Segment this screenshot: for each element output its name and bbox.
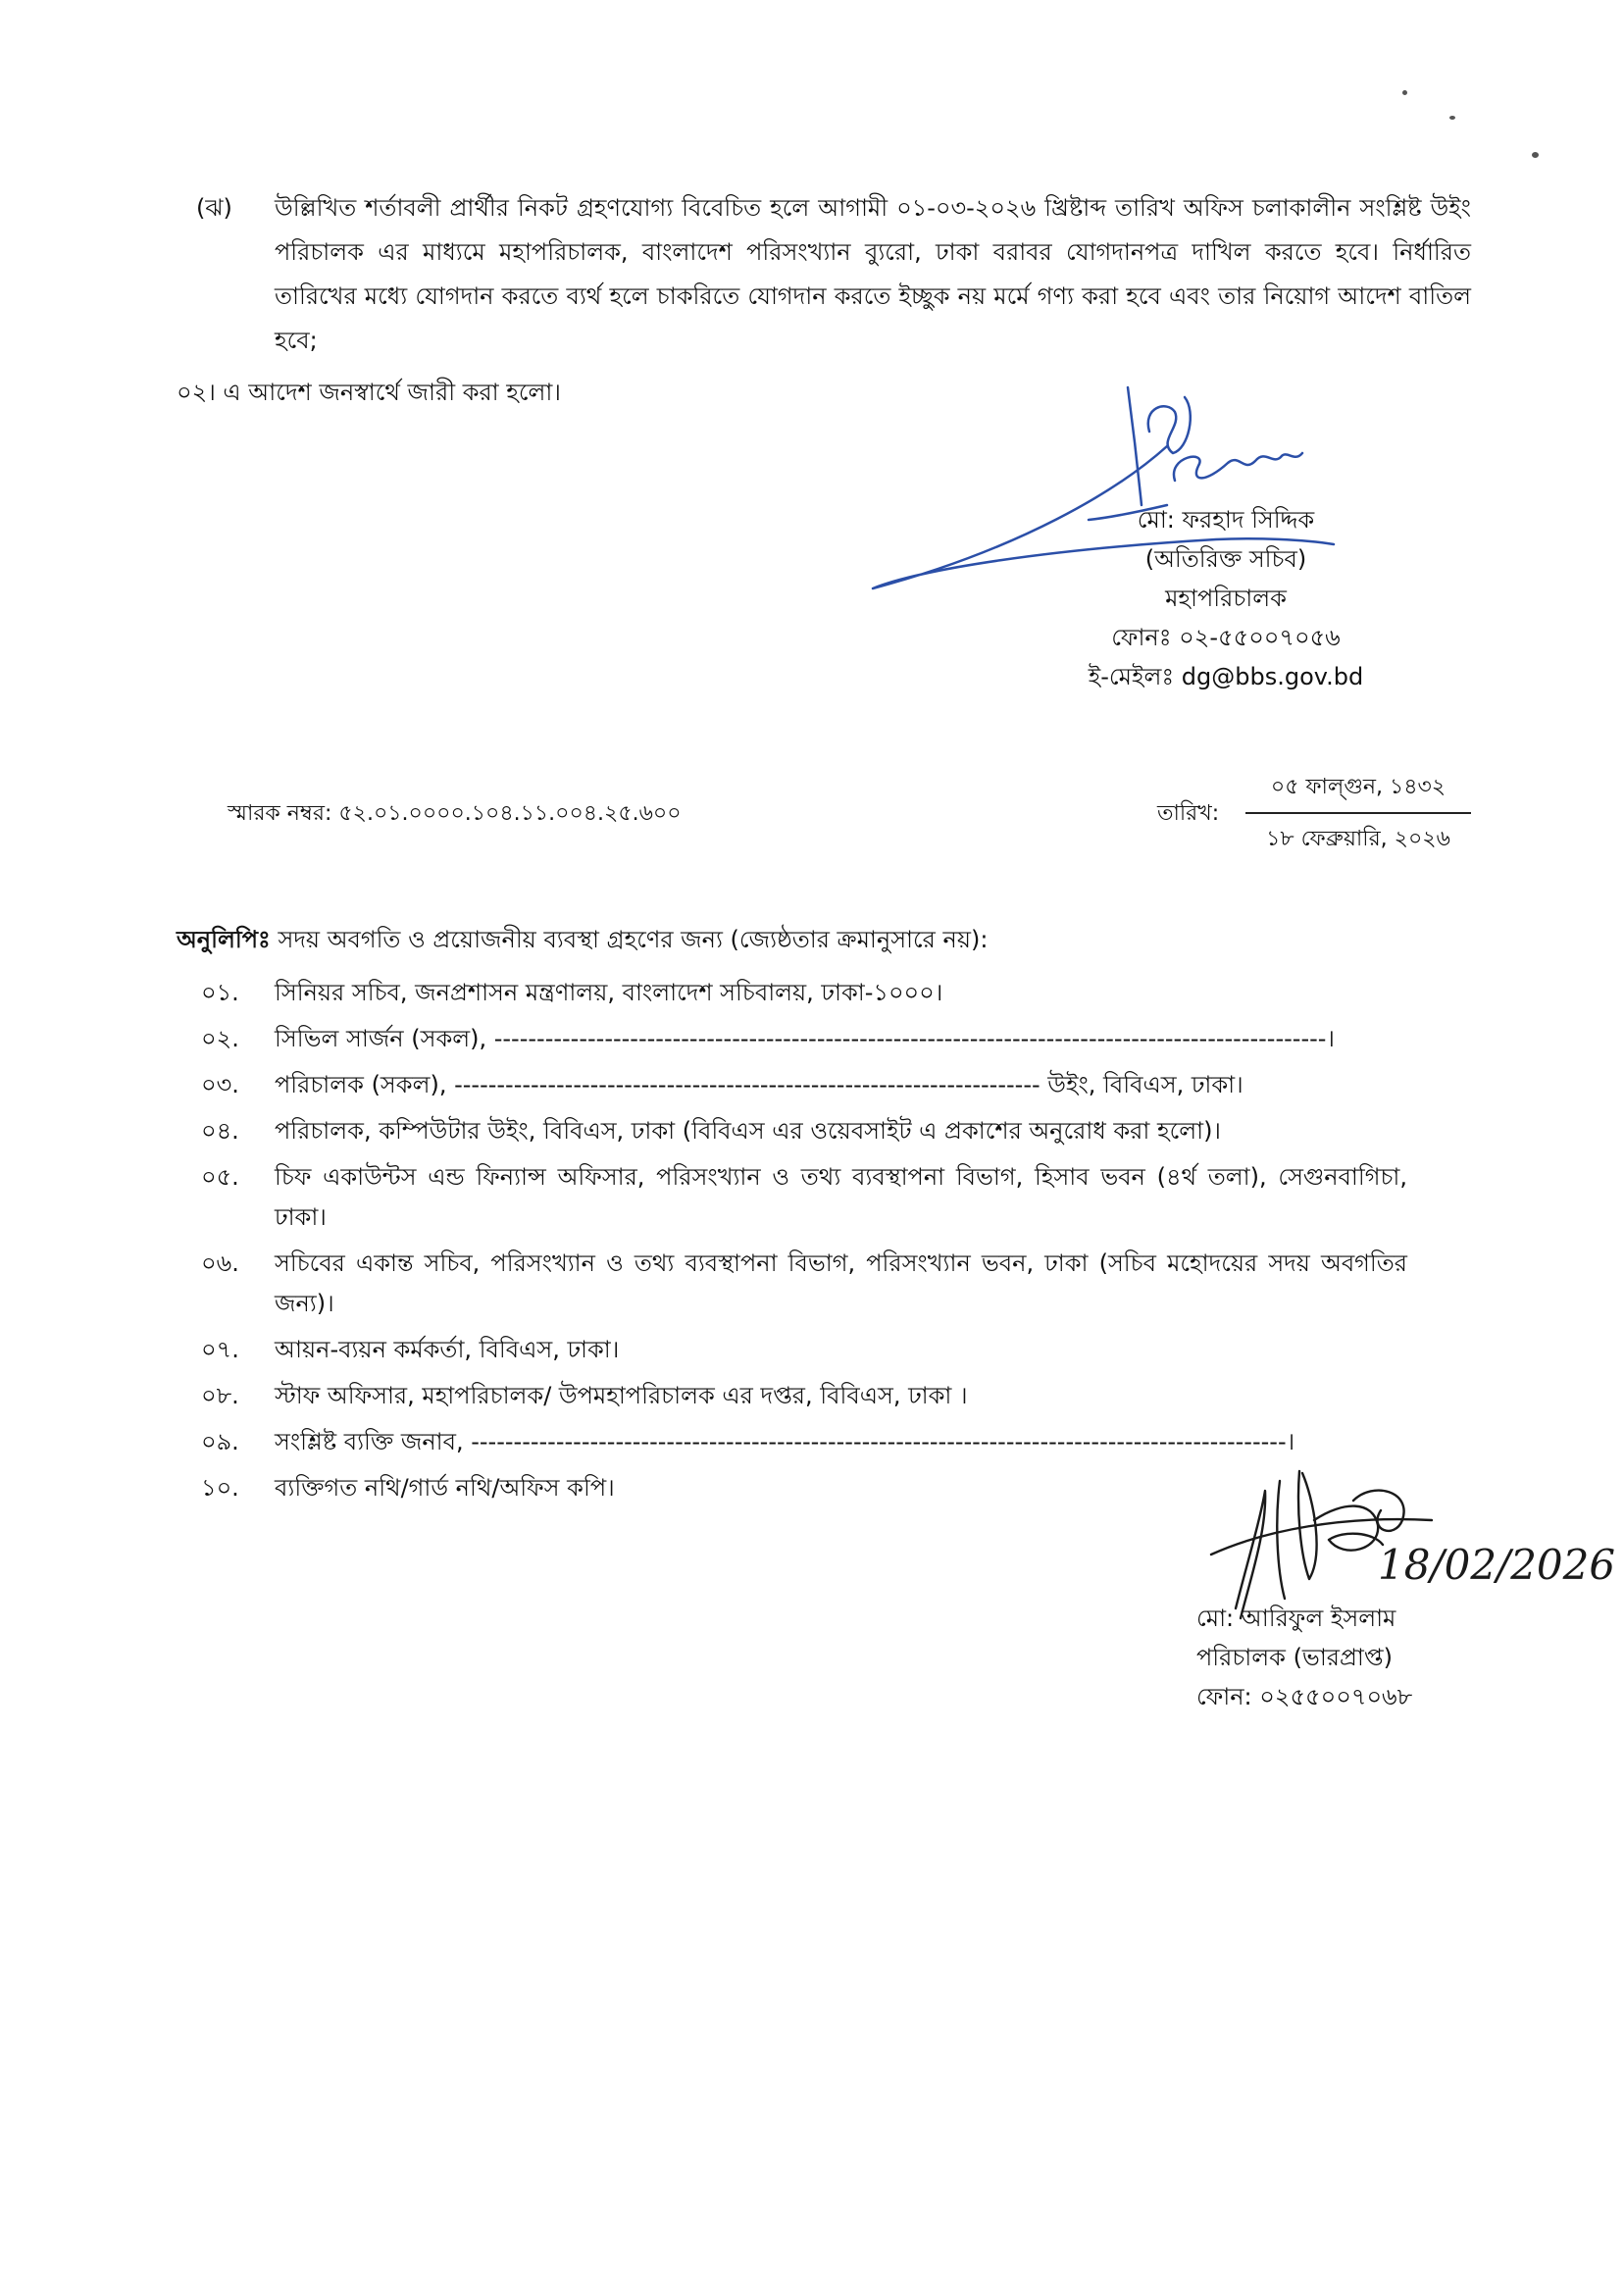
list-item-number: ০৮. bbox=[201, 1382, 239, 1409]
list-item bbox=[201, 973, 1407, 1013]
copy-heading bbox=[177, 922, 988, 961]
list-item bbox=[201, 1330, 1407, 1370]
clause-text: উল্লিখিত শর্তাবলী প্রার্থীর নিকট গ্রহণযোগ্য বিবেচিত হলে আগামী ০১-০৩-২০২৬ খ্রিষ্টাব্দ তারিখ অফিস চলাকালীন সংশ্লিষ্ট উইং পরিচালক এর মাধ্যমে মহাপরিচালক, বাংলাদেশ পরিসংখ্যান ব্যুরো, ঢাকা বরাবর যোগদানপত্র দাখিল করতে হবে। নির্ধারিত তারিখের মধ্যে যোগদান করতে ব্যর্থ হলে চাকরিতে যোগদান করতে ইচ্ছুক নয় মর্মে গণ্য করা হবে এবং তার নিয়োগ আদেশ বাতিল হবে; bbox=[275, 194, 1471, 354]
signatory-2-phone: ফোন: ০২৫৫০০৭০৬৮ bbox=[1196, 1683, 1413, 1710]
list-item bbox=[201, 1244, 1407, 1324]
list-item-number: ০৯. bbox=[201, 1428, 239, 1455]
clause-marker: (ঝ) bbox=[196, 194, 232, 222]
list-item-text: পরিচালক (সকল), --------------------------------------------------------------------- উইং, বিবিএস, ঢাকা। bbox=[275, 1071, 1243, 1098]
list-item-number: ১০. bbox=[201, 1474, 239, 1502]
signatory-2-name: মো: আরিফুল ইসলাম bbox=[1196, 1605, 1396, 1632]
list-item-number: ০২. bbox=[201, 1025, 239, 1052]
signatory-1-rank: (অতিরিক্ত সচিব) bbox=[1144, 545, 1307, 573]
order-statement: ০২। এ আদেশ জনস্বার্থে জারী করা হলো। bbox=[177, 379, 561, 406]
list-item-number: ০৪. bbox=[201, 1117, 239, 1145]
signatory-1-phone: ফোনঃ ০২-৫৫০০৭০৫৬ bbox=[1111, 624, 1341, 651]
signatory-1 bbox=[1049, 500, 1402, 696]
scan-speck bbox=[1449, 116, 1455, 120]
list-item-number: ০৬. bbox=[201, 1249, 239, 1277]
clause-jha bbox=[196, 186, 1471, 363]
list-item bbox=[201, 1019, 1407, 1059]
copy-label: অনুলিপিঃ bbox=[177, 926, 271, 953]
handwritten-date: 18/02/2026 bbox=[1378, 1541, 1616, 1589]
date-english: ১৮ ফেব্রুয়ারি, ২০২৬ bbox=[1266, 827, 1450, 851]
signatory-1-designation: মহাপরিচালক bbox=[1165, 585, 1287, 612]
signatory-2 bbox=[1196, 1599, 1461, 1716]
list-item-number: ০৭. bbox=[201, 1336, 239, 1363]
list-item-text: সিনিয়র সচিব, জনপ্রশাসন মন্ত্রণালয়, বাংলাদেশ সচিবালয়, ঢাকা-১০০০। bbox=[275, 979, 943, 1006]
list-item-text: স্টাফ অফিসার, মহাপরিচালক/ উপমহাপরিচালক এর দপ্তর, বিবিএস, ঢাকা । bbox=[275, 1382, 968, 1409]
list-item bbox=[201, 1111, 1407, 1151]
copy-purpose: সদয় অবগতি ও প্রয়োজনীয় ব্যবস্থা গ্রহণের জন্য (জ্যেষ্ঠতার ক্রমানুসারে নয়): bbox=[278, 926, 989, 953]
date-label: তারিখ: bbox=[1157, 801, 1220, 826]
list-item-number: ০১. bbox=[201, 979, 239, 1006]
list-item-text: আয়ন-ব্যয়ন কর্মকর্তা, বিবিএস, ঢাকা। bbox=[275, 1336, 620, 1363]
scan-speck bbox=[1532, 152, 1539, 158]
copy-list bbox=[201, 973, 1407, 1514]
list-item-number: ০৫. bbox=[201, 1163, 239, 1191]
date-bangla: ০৫ ফাল্গুন, ১৪৩২ bbox=[1245, 770, 1471, 814]
list-item-text: পরিচালক, কম্পিউটার উইং, বিবিএস, ঢাকা (বিবিএস এর ওয়েবসাইট এ প্রকাশের অনুরোধ করা হলো)। bbox=[275, 1117, 1222, 1145]
list-item bbox=[201, 1157, 1407, 1238]
date-block bbox=[1245, 770, 1471, 858]
list-item-number: ০৩. bbox=[201, 1071, 239, 1098]
signatory-1-email: ই-মেইলঃ dg@bbs.gov.bd bbox=[1088, 663, 1364, 690]
list-item-text: ব্যক্তিগত নথি/গার্ড নথি/অফিস কপি। bbox=[275, 1474, 615, 1502]
list-item-text: চিফ একাউন্টস এন্ড ফিন্যান্স অফিসার, পরিসংখ্যান ও তথ্য ব্যবস্থাপনা বিভাগ, হিসাব ভবন (৪র্থ তলা), সেগুনবাগিচা, ঢাকা। bbox=[275, 1163, 1407, 1231]
signatory-2-designation: পরিচালক (ভারপ্রাপ্ত) bbox=[1196, 1644, 1393, 1671]
list-item bbox=[201, 1376, 1407, 1416]
list-item bbox=[201, 1422, 1407, 1462]
scan-speck bbox=[1402, 90, 1407, 95]
list-item bbox=[201, 1065, 1407, 1105]
memo-number: স্মারক নম্বর: ৫২.০১.০০০০.১০৪.১১.০০৪.২৫.৬০০ bbox=[228, 801, 682, 826]
signatory-1-name: মো: ফরহাদ সিদ্দিক bbox=[1137, 506, 1315, 534]
list-item-text: সিভিল সার্জন (সকল), --------------------------------------------------------------------------------------------------। bbox=[275, 1025, 1336, 1052]
list-item-text: সংশ্লিষ্ট ব্যক্তি জনাব, ------------------------------------------------------------------------------------------------। bbox=[275, 1428, 1295, 1455]
list-item-text: সচিবের একান্ত সচিব, পরিসংখ্যান ও তথ্য ব্যবস্থাপনা বিভাগ, পরিসংখ্যান ভবন, ঢাকা (সচিব মহোদয়ের সদয় অবগতির জন্য)। bbox=[275, 1249, 1407, 1317]
